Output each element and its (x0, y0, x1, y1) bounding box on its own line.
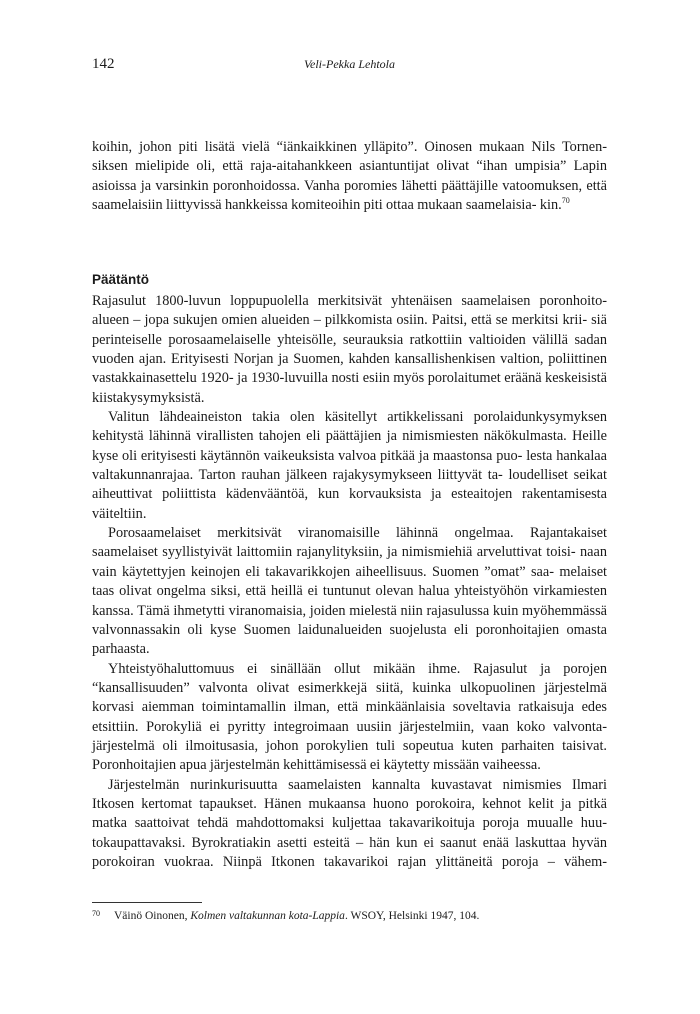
paragraph: Järjestelmän nurinkurisuutta saamelaisten kannalta kuvastavat nimismies Ilmari Itkosen kertomat tapaukset. Hänen mukaansa huono porokoira, kehnot kelit ja pitkä matka saattoivat tehdä mahdottomaksi kuljettaa takavarikoituja poroja muualle huu- tokaupattavaksi. Byrokratiakin asetti esteitä – hän kun ei saanut enää laskuttaa hyvän porokoiran vuokraa. Niinpä Itkonen takavarikoi rajan ylittäneitä poroja – vähem- (92, 776, 607, 870)
paragraph: Porosaamelaiset merkitsivät viranomaisille lähinnä ongelmaa. Rajantakaiset saamelaiset syyllistyivät laittomiin rajanylityksiin, ja nimismiehiä arveluttivat toisi- naan vain käytettyjen keinojen eli takavarikkojen aiheellisuus. Suomen ”omat” saa- melaiset taas olivat ongelma siksi, että heillä ei tuntunut olevan halua yhteistyöhön virkamiesten kanssa. Tämä ihmetytti viranomaisia, joiden mielestä niin rajasulussa kuin myöhemmässä valvonnassakin oli kyse Suomen laidunalueiden suojelusta eli poronhoitajien omasta parhaasta. (92, 525, 608, 658)
page-number: 142 (92, 56, 115, 72)
section-body (92, 292, 607, 872)
footnote-text (114, 909, 479, 924)
footnote-number: 70 (92, 909, 100, 918)
paragraph: Valitun lähdeaineiston takia olen käsitellyt artikkelissani porolaidunkysymyksen kehitystä lähinnä virallisten tahojen eli päättäjien ja nimismiesten näkökulmasta. Heille kyse oli erityisesti käytännön vaikeuksista valvoa pitkää ja maastonsa puo- lesta hankalaa valtakunnanrajaa. Tarton rauhan jälkeen rajakysymykseen liittyvät ta- loudelliset seikat aiheuttivat poliittista kädenvääntöä, kun korvauksista ja esteaitojen rakentamisesta väiteltiin. (92, 409, 608, 522)
footnote-divider (92, 902, 202, 903)
footnote-title: Kolmen valtakunnan kota-Lappia (190, 910, 345, 922)
footnote-publication: . WSOY, Helsinki 1947, 104. (344, 910, 480, 922)
footnote-reference[interactable]: 70 (561, 196, 570, 206)
paragraph: Yhteistyöhaluttomuus ei sinällään ollut mikään ihme. Rajasulut ja porojen “kansallisuuden” valvonta olivat esimerkkejä siitä, kuinka ulkopuolinen järjestelmä korvasi aiemman toimintamallin ilman, että minkäänlaisia soveltavia ratkaisuja edes etsittiin. Porokyliä ei pyritty integroimaan uusiin järjestelmiin, vaan koko valvonta- järjestelmä oli ilmoitusasia, johon porokylien tuli sopeutua kuten parhaiten taisivat. Poronhoitajien apua järjestelmän kehittämisessä ei käytetty missään vaiheessa. (92, 660, 607, 774)
section-heading: Päätäntö (92, 272, 150, 287)
running-head: Veli-Pekka Lehtola (304, 57, 395, 71)
footnote-author: Väinö Oinonen, (114, 910, 188, 922)
paragraph: Rajasulut 1800-luvun loppupuolella merkitsivät yhtenäisen saamelaisen poronhoito- alueen – jopa sukujen omien alueiden – pilkkomista osiin. Paitsi, että se merkitsi krii- siä perinteiselle porosaamelaiselle yhteisölle, seurauksia ratkottiin valtioiden välillä sadan vuoden ajan. Erityisesti Norjan ja Suomen, kahden kansallishenkisen valtion, poliittinen vastakkainasettelu 1920- ja 1930-luvuilla nosti esiin myös porolaitumet eräänä keskeisistä kiistakysymyksistä. (92, 293, 608, 406)
page-header (92, 56, 607, 76)
paragraph-text: koihin, johon piti lisätä vielä “iänkaikkinen ylläpito”. Oinosen mukaan Nils Tornen- siksen mielipide oli, että raja-aitahankkeen asiantuntijat olivat “ihan umpisia” Lapin asioissa ja varsinkin poronhoidossa. Vanha poromies lähetti päättäjille vatoomuksen, että saamelaisiin liittyvissä hankkeissa komiteoihin piti ottaa mukaan saamelaisia- kin.$^{70}$ (92, 139, 607, 214)
intro-paragraph (92, 138, 607, 215)
